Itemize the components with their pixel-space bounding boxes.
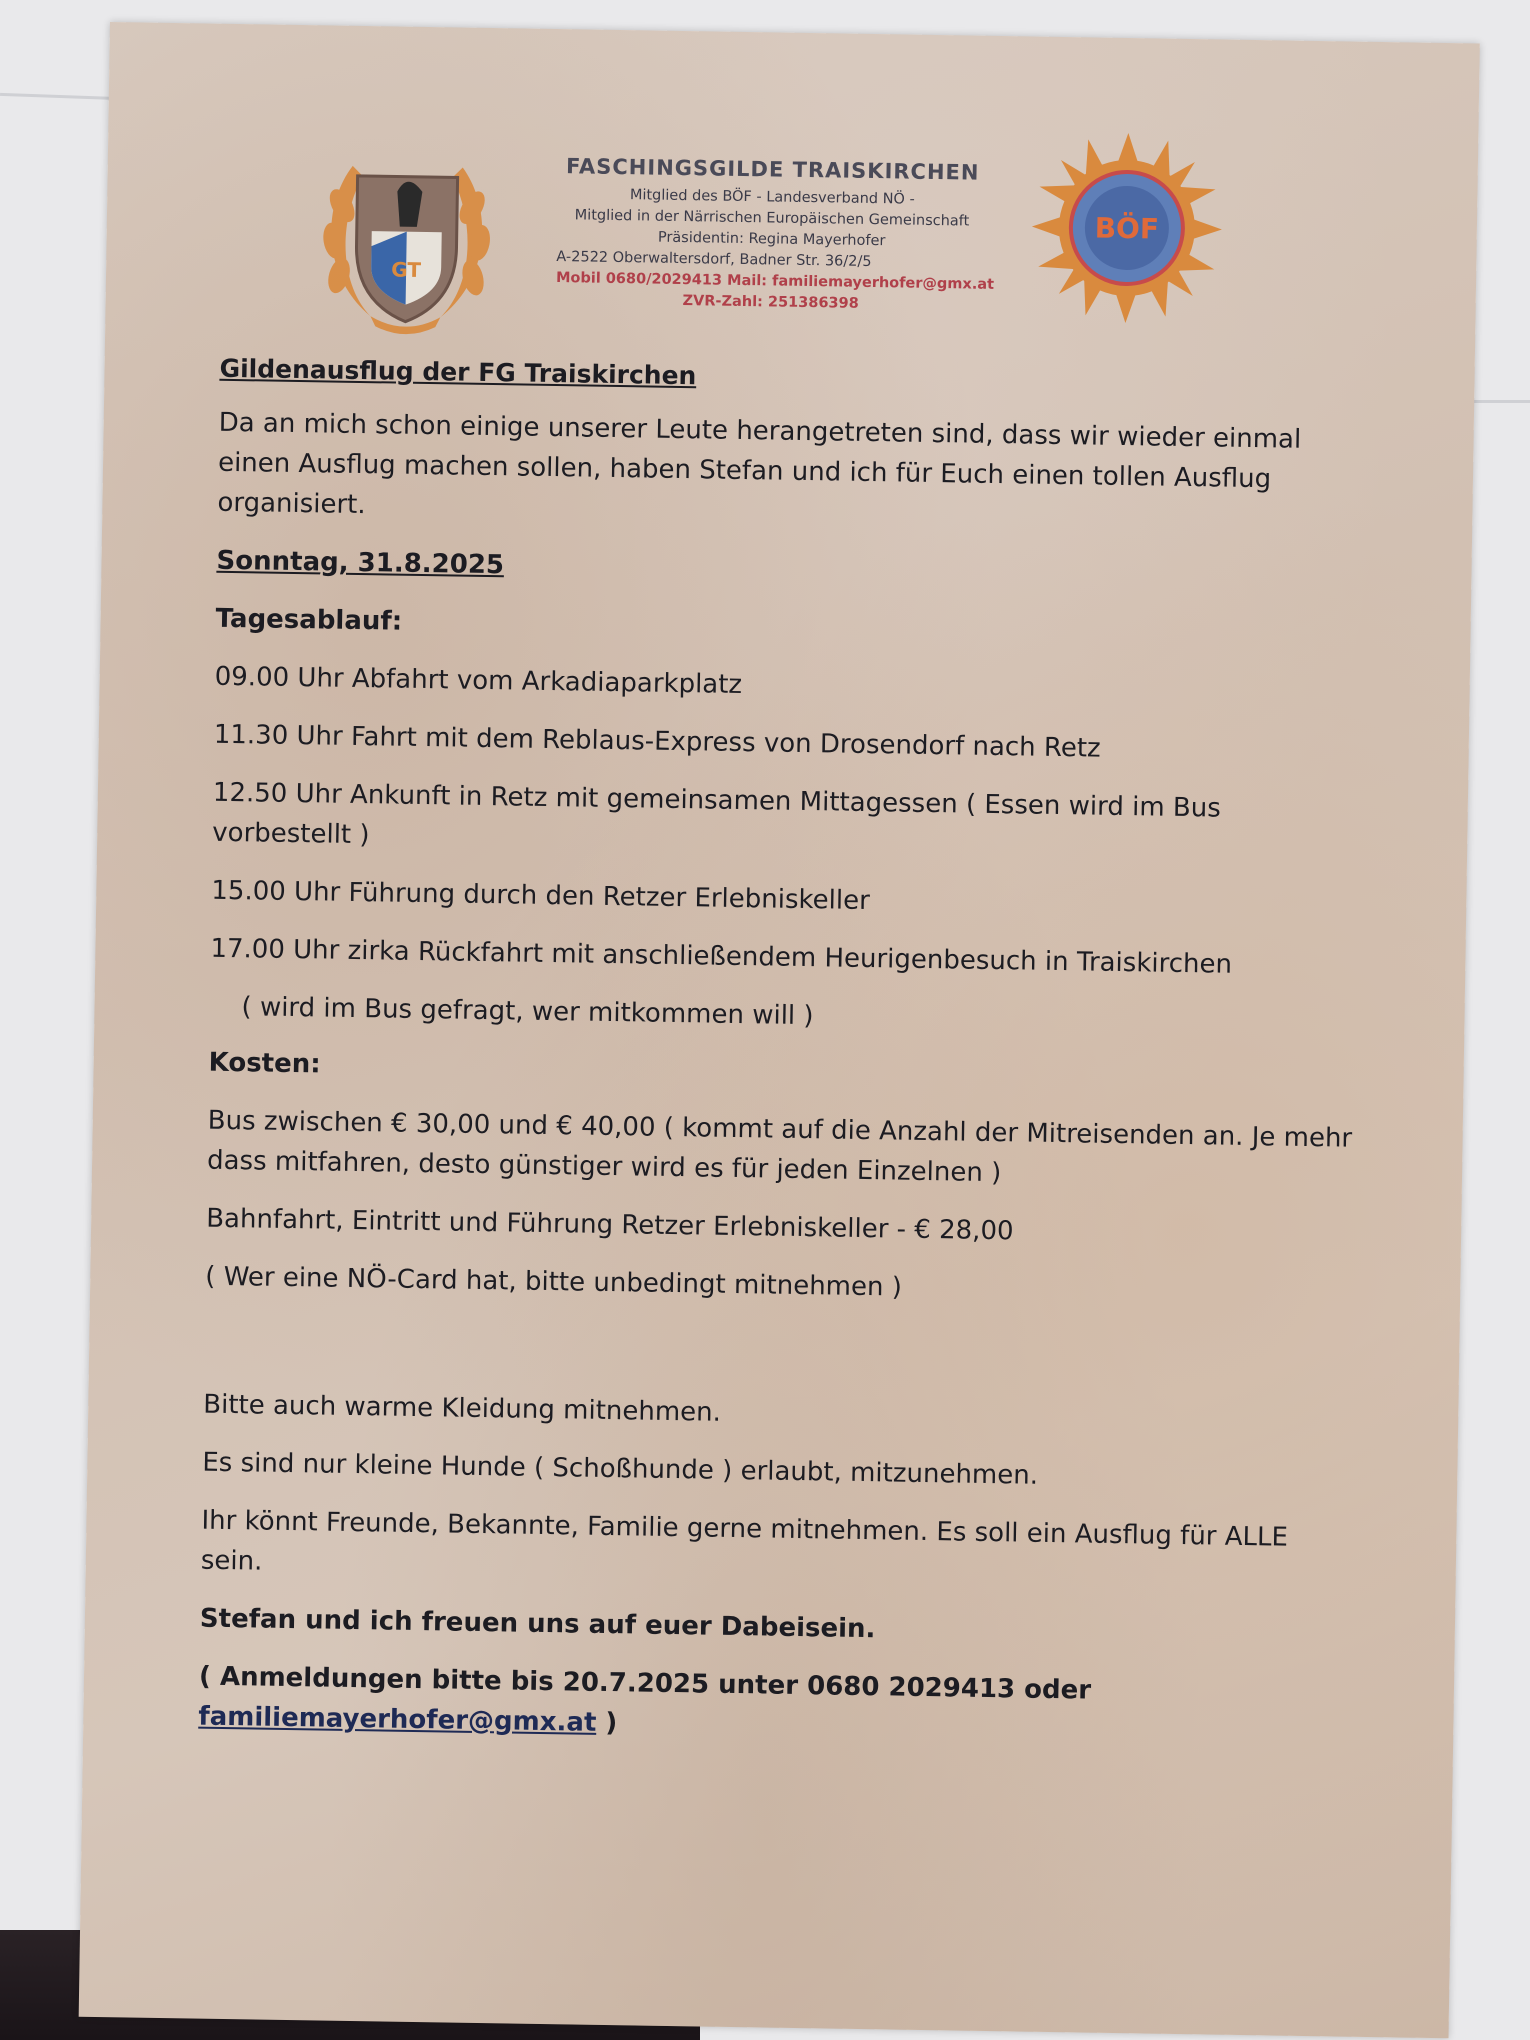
costs-heading: Kosten: xyxy=(208,1047,321,1080)
letter-body xyxy=(198,349,1370,1755)
schedule-item: 11.30 Uhr Fahrt mit dem Reblaus-Express von Drosendorf nach Retz xyxy=(213,719,1101,764)
membership-line: Mitglied in der Närrischen Europäischen Gemeinschaft xyxy=(574,207,970,230)
boef-emblem-logo xyxy=(1025,126,1228,329)
address-line: A-2522 Oberwaltersdorf, Badner Str. 36/2/5 xyxy=(556,249,872,270)
letter-title: Gildenausflug der FG Traiskirchen xyxy=(219,353,697,391)
guild-crest-logo xyxy=(310,135,503,338)
schedule-item: 17.00 Uhr zirka Rückfahrt mit anschließendem Heurigenbesuch in Traiskirchen xyxy=(210,933,1233,980)
note-item: Bitte auch warme Kleidung mitnehmen. xyxy=(203,1389,722,1428)
svg-text:GT: GT xyxy=(391,257,422,282)
closing-line: Stefan und ich freuen uns auf euer Dabeisein. xyxy=(199,1603,876,1645)
registration-line xyxy=(198,1657,1349,1755)
membership-line: Mitglied des BÖF - Landesverband NÖ - xyxy=(629,187,915,208)
event-date: Sonntag, 31.8.2025 xyxy=(216,545,505,581)
org-name: FASCHINGSGILDE TRAISKIRCHEN xyxy=(565,154,980,185)
schedule-item: 09.00 Uhr Abfahrt vom Arkadiaparkplatz xyxy=(214,661,743,701)
note-item: Es sind nur kleine Hunde ( Schoßhunde ) erlaubt, mitzunehmen. xyxy=(202,1447,1039,1491)
intro-paragraph: Da an mich schon einige unserer Leute herangetreten sind, dass wir wieder einmal einen Ausflug machen sollen, haben Stefan und ich für Euch einen tollen Ausflug organisiert. xyxy=(217,407,1302,521)
contact-line: Mobil 0680/2029413 Mail: familiemayerhofer@gmx.at xyxy=(555,270,995,293)
registration-text: ( Anmeldungen bitte bis 20.7.2025 unter 0680 2029413 oder xyxy=(198,1661,1092,1706)
schedule-item: 15.00 Uhr Führung durch den Retzer Erlebniskeller xyxy=(211,875,871,917)
cost-item: Bahnfahrt, Eintritt und Führung Retzer Erlebniskeller - € 28,00 xyxy=(205,1203,1014,1247)
cost-note: ( Wer eine NÖ-Card hat, bitte unbedingt mitnehmen ) xyxy=(205,1261,903,1303)
registration-suffix: ) xyxy=(596,1707,618,1739)
note-item: Ihr könnt Freunde, Bekannte, Familie gerne mitnehmen. Es soll ein Ausflug für ALLE sein. xyxy=(200,1505,1289,1577)
registration-email-link[interactable]: familiemayerhofer@gmx.at xyxy=(198,1701,597,1738)
boef-emblem-text: BÖF xyxy=(1094,211,1160,246)
table-edge xyxy=(0,93,120,100)
zvr-line: ZVR-Zahl: 251386398 xyxy=(682,293,859,312)
schedule-heading: Tagesablauf: xyxy=(215,603,403,637)
schedule-item: 12.50 Uhr Ankunft in Retz mit gemeinsamen Mittagessen ( Essen wird im Bus vorbestellt ) xyxy=(212,777,1222,851)
cost-item: Bus zwischen € 30,00 und € 40,00 ( kommt auf die Anzahl der Mitreisenden an. Je mehr dass mitfahren, desto günstiger wird es für jeden Einzelnen ) xyxy=(206,1105,1353,1189)
document-paper xyxy=(79,22,1480,2038)
schedule-note: ( wird im Bus gefragt, wer mitkommen will ) xyxy=(241,992,814,1032)
president-line: Präsidentin: Regina Mayerhofer xyxy=(657,229,886,250)
letterhead xyxy=(536,154,1008,317)
